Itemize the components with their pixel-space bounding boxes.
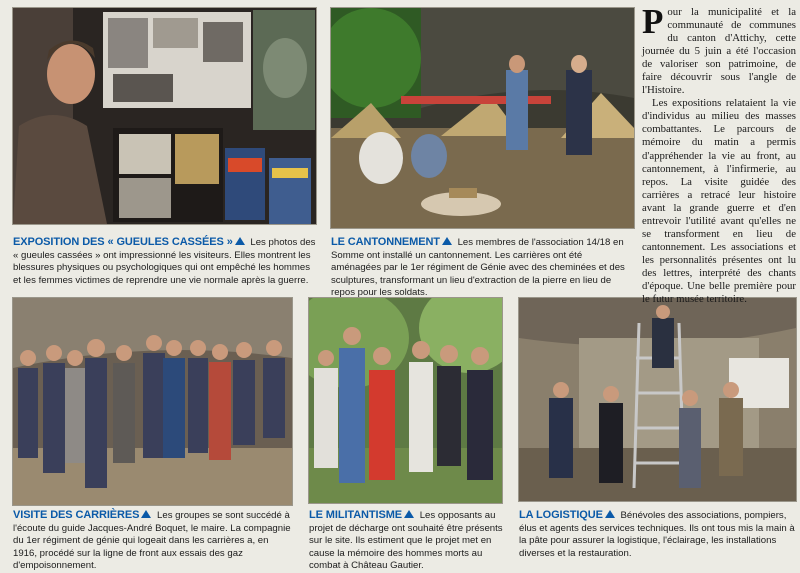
caption-militantisme-title: LE MILITANTISME [309, 509, 403, 521]
photo-militantisme [308, 297, 503, 504]
caption-cantonnement [331, 236, 629, 300]
caption-visite-carrieres [13, 509, 293, 573]
triangle-icon [141, 510, 151, 518]
caption-gueules-cassees-text: Les photos des « gueules cassées » ont impressionné les visiteurs. Elles montrent les blessures physiques ou psychologiques qui ont empêché les hommes et les femmes victimes de reprendre une vie normale après la guerre. [13, 237, 316, 286]
caption-cantonnement-title: LE CANTONNEMENT [331, 236, 440, 248]
article-paragraph-1 [642, 2, 796, 97]
caption-visite-carrieres-text: Les groupes se sont succédé à l'écoute du guide Jacques-André Boquet, le maire. La compagnie du 1er régiment de génie qui logeait dans les carrières a, en 1916, procédé sur la ligne de front aux essais des gaz d'empoisonnement. [13, 510, 291, 572]
caption-logistique-title: LA LOGISTIQUE [519, 509, 603, 521]
photo-logistique [518, 297, 797, 502]
caption-logistique [519, 509, 795, 560]
photo-cantonnement [330, 7, 635, 229]
triangle-icon [404, 510, 414, 518]
photo-exposition [12, 7, 317, 225]
drop-cap: P [642, 2, 664, 41]
caption-militantisme [309, 509, 503, 573]
article-paragraph-2: Les expositions relataient la vie d'individus au milieu des masses combattantes. Le parcours de mémoire du matin a permis d'appréhender la vie au front, au cantonnement, à l'infirmerie, au repos. La visite guidée des carrières a retracé leur histoire avant la grande guerre et d'en entrevoir l'utilité avant qu'elles ne se transforment en lieu de cantonnement. Les associations et les personnalités présentes ont lu des lettres, interprété des chants d'époque. Une belle première pour le futur musée territoire. [642, 97, 796, 306]
caption-visite-carrieres-title: VISITE DES CARRIÈRES [13, 509, 140, 521]
caption-gueules-cassees-title: EXPOSITION DES « GUEULES CASSÉES » [13, 236, 233, 248]
photo-visite-carrieres [12, 297, 293, 506]
caption-militantisme-text: Les opposants au projet de décharge ont souhaité être présents sur le site. Ils estiment que le projet met en cause la mémoire des hommes morts au combat à Château Gautier. [309, 510, 503, 572]
article-body [642, 2, 796, 306]
caption-gueules-cassees [13, 236, 319, 287]
triangle-icon [605, 510, 615, 518]
article-paragraph-1-text: our la municipalité et la communauté de communes du canton d'Attichy, cette journée du 5 juin a été l'occasion de valoriser son patrimoine, de faire découvrir sous l'angle de l'Histoire. [642, 6, 796, 97]
triangle-icon [235, 237, 245, 245]
caption-logistique-text: Bénévoles des associations, pompiers, élus et agents des services techniques. Ils ont tous mis la main à la pâte pour assurer la logistique, l'éclairage, les installations diverses et la restauration. [519, 510, 795, 559]
triangle-icon [442, 237, 452, 245]
caption-cantonnement-text: Les membres de l'association 14/18 en Somme ont installé un cantonnement. Les carrières ont été aménagées par le 1er régiment de Génie avec des cheminées et des sculptures, transformant un lieu d'extraction de la pierre en lieu de repos pour les soldats. [331, 237, 625, 299]
